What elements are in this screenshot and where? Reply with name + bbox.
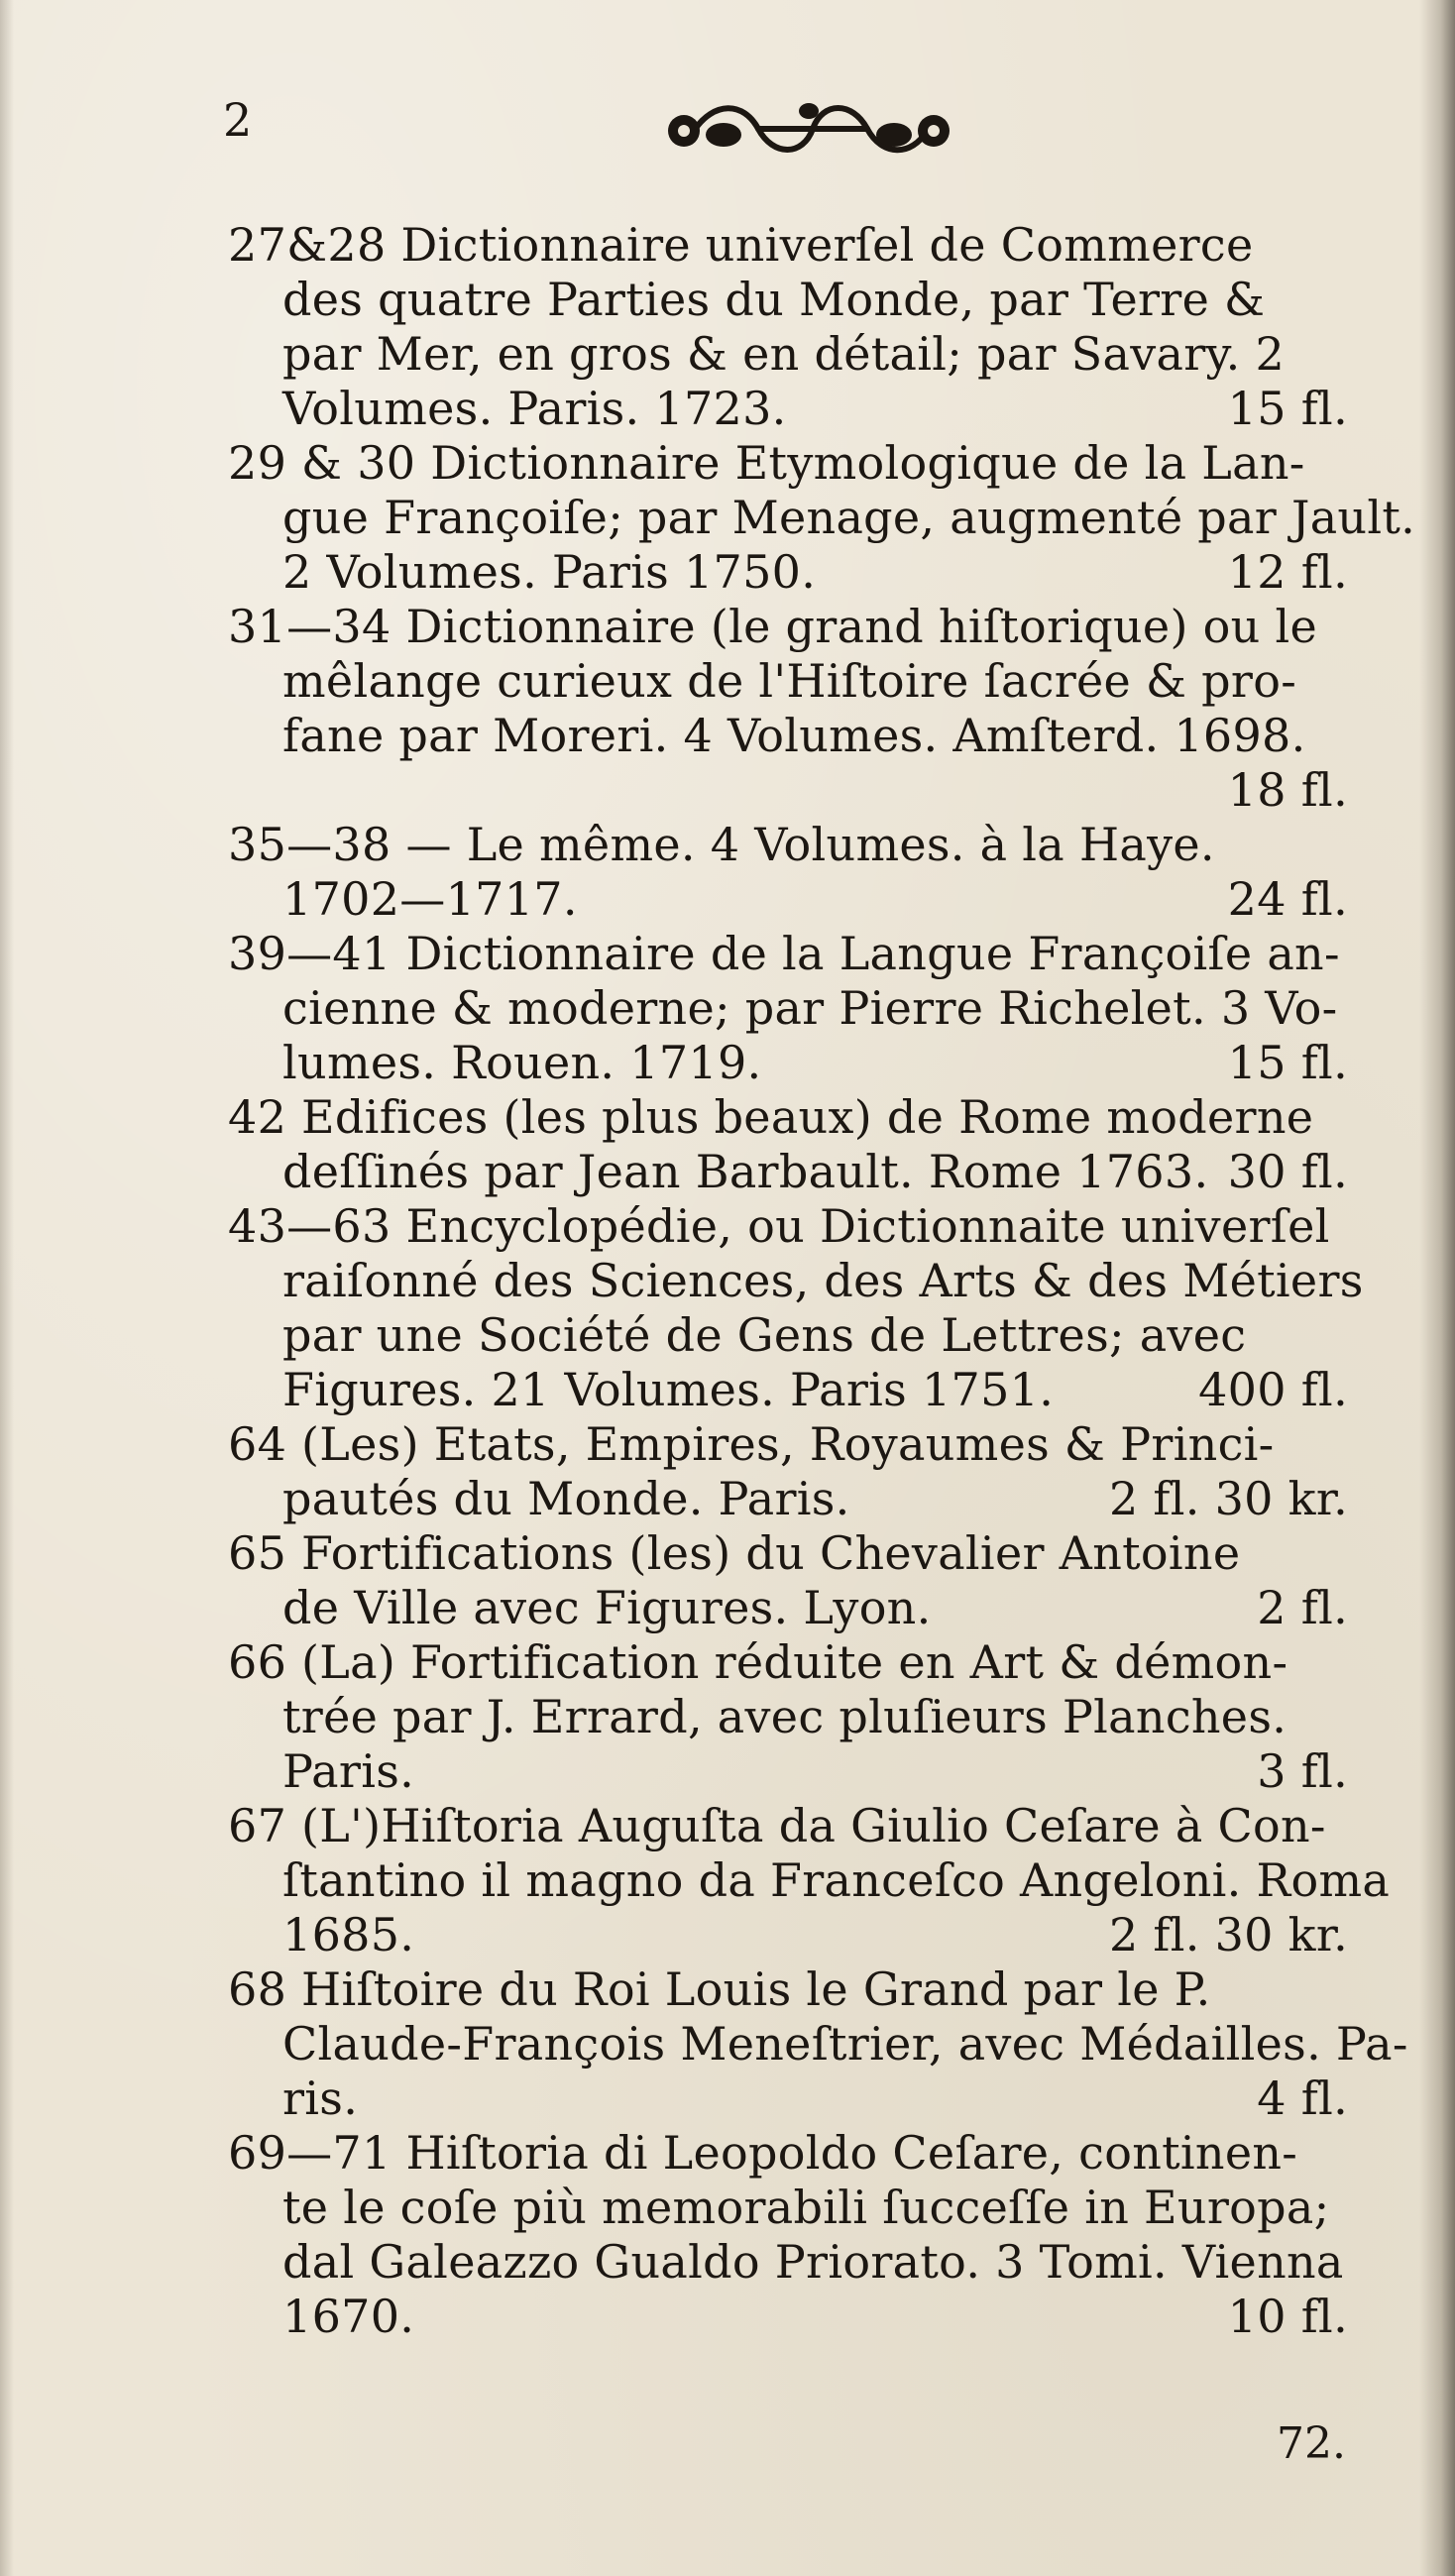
catalogue-entry [228, 818, 1348, 927]
page-edge-shadow [1419, 0, 1455, 2576]
entry-text: deſſinés par Jean Barbault. Rome 1763. [282, 1145, 1209, 1198]
entry-line [228, 491, 1416, 545]
entry-text: 42 Edifices (les plus beaux) de Rome moderne [228, 1090, 1314, 1144]
entry-price: 2 fl. [1257, 1581, 1348, 1634]
entry-price: 4 fl. [1257, 2072, 1348, 2125]
entry-text: 68 Hiſtoire du Roi Louis le Grand par le P. [228, 1962, 1211, 2016]
entry-text: 39—41 Dictionnaire de la Langue Françoiſe an- [228, 927, 1340, 980]
entry-text: lumes. Rouen. 1719. [282, 1036, 762, 1089]
entry-text: par une Société de Gens de Lettres; avec [282, 1308, 1247, 1362]
entry-text: des quatre Parties du Monde, par Terre & [282, 273, 1266, 326]
entry-price: 10 fl. [1227, 2290, 1348, 2343]
entry-line [228, 872, 1348, 927]
catalogue-entry [228, 2126, 1348, 2344]
entry-text: 27&28 Dictionnaire univerſel de Commerce [228, 218, 1254, 272]
entry-text: 43—63 Encyclopédie, ou Dictionnaite univerſel [228, 1199, 1330, 1253]
entry-line [228, 1526, 1348, 1581]
entry-text: raiſonné des Sciences, des Arts & des Métiers [282, 1254, 1364, 1307]
entry-line [228, 436, 1348, 491]
entry-text: fane par Moreri. 4 Volumes. Amſterd. 1698. [282, 709, 1306, 762]
entry-text: mêlange curieux de l'Hiſtoire ſacrée & pro- [282, 654, 1297, 708]
entry-text: 2 Volumes. Paris 1750. [282, 545, 817, 599]
entry-price: 2 fl. 30 kr. [1108, 1472, 1348, 1525]
page-gutter-shadow [0, 0, 14, 2576]
entry-line [228, 327, 1348, 382]
entry-line [228, 1799, 1348, 1853]
entry-line [228, 2126, 1348, 2181]
entry-text: 31—34 Dictionnaire (le grand hiſtorique) ou le [228, 600, 1317, 653]
entry-line [228, 1199, 1348, 1254]
entry-line [228, 1472, 1348, 1526]
entry-line [228, 1363, 1348, 1417]
entry-line [228, 981, 1348, 1036]
entry-line [228, 545, 1348, 600]
entry-text: cienne & moderne; par Pierre Richelet. 3 Vo- [282, 981, 1338, 1035]
entry-text: pautés du Monde. Paris. [282, 1472, 850, 1525]
entry-line [228, 1417, 1348, 1472]
catalogue-entry [228, 927, 1348, 1090]
catalogue-entry [228, 436, 1416, 600]
entry-line [228, 1254, 1364, 1308]
entry-text: Claude-François Meneſtrier, avec Médailles. Pa- [282, 2017, 1408, 2071]
entry-line [228, 382, 1348, 436]
entry-price: 24 fl. [1227, 872, 1348, 926]
catalogue-entry [228, 1199, 1364, 1417]
entry-text: de Ville avec Figures. Lyon. [282, 1581, 932, 1634]
entry-line [228, 1308, 1348, 1363]
entry-line [228, 1090, 1348, 1145]
entry-line [228, 2181, 1348, 2235]
entry-text: 29 & 30 Dictionnaire Etymologique de la Lan- [228, 436, 1305, 490]
entry-text: 1685. [282, 1908, 415, 1961]
entry-line [228, 1962, 1348, 2017]
entry-line [228, 1690, 1348, 1744]
entry-line [228, 654, 1348, 709]
entry-price: 15 fl. [1227, 382, 1348, 435]
entry-line [228, 1853, 1391, 1908]
entry-line [228, 709, 1348, 763]
catalogue-entry [228, 1417, 1348, 1526]
catalogue-entries [228, 218, 1416, 2344]
entry-line [228, 1581, 1348, 1635]
entry-text: 1670. [282, 2290, 415, 2343]
entry-text: ris. [282, 2072, 359, 2125]
entry-price: 15 fl. [1227, 1036, 1348, 1089]
entry-line [228, 763, 1348, 818]
entry-text: Figures. 21 Volumes. Paris 1751. [282, 1363, 1055, 1416]
entry-text: trée par J. Errard, avec pluſieurs Planches. [282, 1690, 1287, 1743]
entry-line [228, 1635, 1348, 1690]
entry-price: 2 fl. 30 kr. [1108, 1908, 1348, 1961]
entry-price: 12 fl. [1227, 545, 1348, 599]
entry-text: par Mer, en gros & en détail; par Savary. 2 [282, 327, 1286, 381]
entry-text: 35—38 — Le même. 4 Volumes. à la Haye. [228, 818, 1215, 871]
entry-text: ſtantino il magno da Franceſco Angeloni. Roma [282, 1853, 1391, 1907]
entry-text: Volumes. Paris. 1723. [282, 382, 787, 435]
entry-line [228, 1908, 1348, 1962]
entry-price: 3 fl. [1257, 1744, 1348, 1798]
entry-text: 67 (L')Hiſtoria Auguſta da Giulio Ceſare à Con- [228, 1799, 1326, 1852]
entry-text: 1702—1717. [282, 872, 578, 926]
entry-text: 66 (La) Fortification réduite en Art & démon- [228, 1635, 1288, 1689]
catalogue-entry [228, 1526, 1348, 1635]
entry-text: 64 (Les) Etats, Empires, Royaumes & Princi- [228, 1417, 1275, 1471]
entry-line [228, 273, 1348, 327]
entry-line [228, 2017, 1408, 2072]
entry-price: 30 fl. [1227, 1145, 1348, 1198]
entry-line [228, 927, 1348, 981]
catalogue-entry [228, 1635, 1348, 1799]
entry-line [228, 1036, 1348, 1090]
entry-line [228, 2235, 1348, 2290]
entry-text: gue Françoiſe; par Menage, augmenté par Jault. [282, 491, 1416, 544]
catalogue-entry [228, 1090, 1348, 1199]
entry-line [228, 818, 1348, 872]
fleuron-ornament [654, 91, 963, 168]
entry-text: 65 Fortifications (les) du Chevalier Antoine [228, 1526, 1241, 1580]
entry-price: 400 fl. [1198, 1363, 1348, 1416]
entry-text: dal Galeazzo Gualdo Priorato. 3 Tomi. Vienna [282, 2235, 1344, 2289]
catchword: 72. [1277, 2418, 1346, 2469]
entry-text: te le coſe più memorabili ſucceſſe in Europa; [282, 2181, 1330, 2234]
catalogue-entry [228, 600, 1348, 818]
entry-line [228, 600, 1348, 654]
entry-line [228, 1145, 1348, 1199]
entry-text: Paris. [282, 1744, 415, 1798]
entry-line [228, 2290, 1348, 2344]
catalogue-entry [228, 1962, 1408, 2126]
entry-text: 69—71 Hiſtoria di Leopoldo Ceſare, continen- [228, 2126, 1298, 2180]
catalogue-entry [228, 1799, 1391, 1962]
catalogue-entry [228, 218, 1348, 436]
entry-line [228, 2072, 1348, 2126]
page-number: 2 [223, 93, 253, 147]
entry-price: 18 fl. [1227, 763, 1348, 817]
entry-line [228, 218, 1348, 273]
entry-line [228, 1744, 1348, 1799]
